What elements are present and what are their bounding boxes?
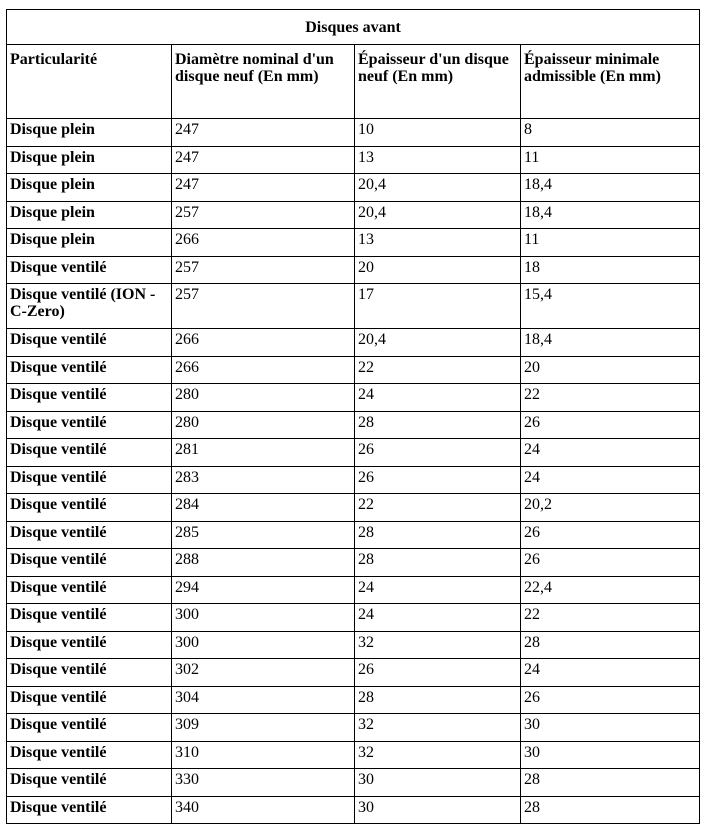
feature-cell: Disque plein — [7, 201, 172, 229]
table-row — [7, 411, 700, 439]
new-thickness-cell: 20,4 — [355, 174, 521, 202]
min-thickness-cell: 24 — [521, 439, 700, 467]
nominal-diameter-cell: 257 — [172, 201, 355, 229]
nominal-diameter-cell: 266 — [172, 356, 355, 384]
min-thickness-cell: 26 — [521, 686, 700, 714]
new-thickness-cell: 30 — [355, 769, 521, 797]
table-row — [7, 119, 700, 147]
table-row — [7, 146, 700, 174]
nominal-diameter-cell: 283 — [172, 466, 355, 494]
feature-cell: Disque ventilé — [7, 796, 172, 824]
table-row — [7, 494, 700, 522]
table-row — [7, 686, 700, 714]
new-thickness-cell: 22 — [355, 494, 521, 522]
feature-cell: Disque plein — [7, 229, 172, 257]
min-thickness-cell: 24 — [521, 466, 700, 494]
nominal-diameter-cell: 247 — [172, 146, 355, 174]
nominal-diameter-cell: 281 — [172, 439, 355, 467]
table-row — [7, 796, 700, 824]
nominal-diameter-cell: 280 — [172, 384, 355, 412]
new-thickness-cell: 32 — [355, 714, 521, 742]
feature-cell: Disque ventilé — [7, 439, 172, 467]
feature-cell: Disque ventilé — [7, 741, 172, 769]
feature-cell: Disque ventilé — [7, 384, 172, 412]
nominal-diameter-cell: 284 — [172, 494, 355, 522]
min-thickness-cell: 26 — [521, 521, 700, 549]
new-thickness-cell: 13 — [355, 146, 521, 174]
new-thickness-cell: 24 — [355, 576, 521, 604]
new-thickness-cell: 17 — [355, 284, 521, 329]
feature-cell: Disque ventilé — [7, 686, 172, 714]
new-thickness-cell: 20,4 — [355, 329, 521, 357]
nominal-diameter-cell: 266 — [172, 329, 355, 357]
nominal-diameter-cell: 247 — [172, 174, 355, 202]
table-row — [7, 604, 700, 632]
feature-cell: Disque ventilé — [7, 494, 172, 522]
table-row — [7, 741, 700, 769]
nominal-diameter-cell: 285 — [172, 521, 355, 549]
new-thickness-cell: 28 — [355, 411, 521, 439]
new-thickness-cell: 24 — [355, 604, 521, 632]
table-row — [7, 384, 700, 412]
header-feature: Particularité — [7, 45, 172, 119]
table-body — [7, 119, 700, 824]
min-thickness-cell: 11 — [521, 146, 700, 174]
feature-cell: Disque ventilé (ION - C-Zero) — [7, 284, 172, 329]
min-thickness-cell: 18 — [521, 256, 700, 284]
new-thickness-cell: 20,4 — [355, 201, 521, 229]
min-thickness-cell: 26 — [521, 549, 700, 577]
table-row — [7, 201, 700, 229]
min-thickness-cell: 18,4 — [521, 174, 700, 202]
table-row — [7, 549, 700, 577]
min-thickness-cell: 30 — [521, 741, 700, 769]
feature-cell: Disque plein — [7, 146, 172, 174]
new-thickness-cell: 24 — [355, 384, 521, 412]
min-thickness-cell: 20 — [521, 356, 700, 384]
header-nominal-diameter: Diamètre nominal d'un disque neuf (En mm) — [172, 45, 355, 119]
table-row — [7, 631, 700, 659]
table-title-row — [7, 10, 700, 45]
nominal-diameter-cell: 266 — [172, 229, 355, 257]
feature-cell: Disque ventilé — [7, 466, 172, 494]
feature-cell: Disque ventilé — [7, 659, 172, 687]
nominal-diameter-cell: 294 — [172, 576, 355, 604]
new-thickness-cell: 28 — [355, 521, 521, 549]
feature-cell: Disque ventilé — [7, 631, 172, 659]
feature-cell: Disque ventilé — [7, 576, 172, 604]
min-thickness-cell: 18,4 — [521, 201, 700, 229]
min-thickness-cell: 28 — [521, 769, 700, 797]
table-row — [7, 329, 700, 357]
table-row — [7, 576, 700, 604]
min-thickness-cell: 20,2 — [521, 494, 700, 522]
min-thickness-cell: 22,4 — [521, 576, 700, 604]
nominal-diameter-cell: 280 — [172, 411, 355, 439]
min-thickness-cell: 30 — [521, 714, 700, 742]
new-thickness-cell: 26 — [355, 659, 521, 687]
table-title: Disques avant — [7, 10, 700, 45]
new-thickness-cell: 20 — [355, 256, 521, 284]
min-thickness-cell: 22 — [521, 604, 700, 632]
min-thickness-cell: 8 — [521, 119, 700, 147]
min-thickness-cell: 28 — [521, 796, 700, 824]
table-row — [7, 356, 700, 384]
new-thickness-cell: 13 — [355, 229, 521, 257]
new-thickness-cell: 28 — [355, 549, 521, 577]
feature-cell: Disque ventilé — [7, 714, 172, 742]
table-row — [7, 256, 700, 284]
nominal-diameter-cell: 300 — [172, 604, 355, 632]
new-thickness-cell: 28 — [355, 686, 521, 714]
feature-cell: Disque ventilé — [7, 769, 172, 797]
feature-cell: Disque ventilé — [7, 329, 172, 357]
table-row — [7, 659, 700, 687]
min-thickness-cell: 26 — [521, 411, 700, 439]
feature-cell: Disque ventilé — [7, 604, 172, 632]
header-min-thickness: Épaisseur minimale admissible (En mm) — [521, 45, 700, 119]
nominal-diameter-cell: 300 — [172, 631, 355, 659]
new-thickness-cell: 26 — [355, 439, 521, 467]
nominal-diameter-cell: 302 — [172, 659, 355, 687]
nominal-diameter-cell: 330 — [172, 769, 355, 797]
new-thickness-cell: 32 — [355, 741, 521, 769]
new-thickness-cell: 30 — [355, 796, 521, 824]
new-thickness-cell: 26 — [355, 466, 521, 494]
min-thickness-cell: 18,4 — [521, 329, 700, 357]
table-row — [7, 439, 700, 467]
min-thickness-cell: 11 — [521, 229, 700, 257]
new-thickness-cell: 10 — [355, 119, 521, 147]
nominal-diameter-cell: 288 — [172, 549, 355, 577]
feature-cell: Disque ventilé — [7, 356, 172, 384]
feature-cell: Disque plein — [7, 174, 172, 202]
nominal-diameter-cell: 309 — [172, 714, 355, 742]
nominal-diameter-cell: 340 — [172, 796, 355, 824]
table-row — [7, 521, 700, 549]
table-header-row — [7, 45, 700, 119]
table-row — [7, 714, 700, 742]
table-row — [7, 466, 700, 494]
min-thickness-cell: 22 — [521, 384, 700, 412]
feature-cell: Disque ventilé — [7, 549, 172, 577]
nominal-diameter-cell: 257 — [172, 284, 355, 329]
new-thickness-cell: 32 — [355, 631, 521, 659]
nominal-diameter-cell: 247 — [172, 119, 355, 147]
feature-cell: Disque ventilé — [7, 411, 172, 439]
table-row — [7, 284, 700, 329]
nominal-diameter-cell: 304 — [172, 686, 355, 714]
feature-cell: Disque ventilé — [7, 521, 172, 549]
feature-cell: Disque ventilé — [7, 256, 172, 284]
header-new-thickness: Épaisseur d'un disque neuf (En mm) — [355, 45, 521, 119]
feature-cell: Disque plein — [7, 119, 172, 147]
table-row — [7, 769, 700, 797]
front-discs-table — [6, 9, 700, 824]
min-thickness-cell: 24 — [521, 659, 700, 687]
table-row — [7, 229, 700, 257]
nominal-diameter-cell: 257 — [172, 256, 355, 284]
nominal-diameter-cell: 310 — [172, 741, 355, 769]
table-row — [7, 174, 700, 202]
min-thickness-cell: 28 — [521, 631, 700, 659]
min-thickness-cell: 15,4 — [521, 284, 700, 329]
new-thickness-cell: 22 — [355, 356, 521, 384]
